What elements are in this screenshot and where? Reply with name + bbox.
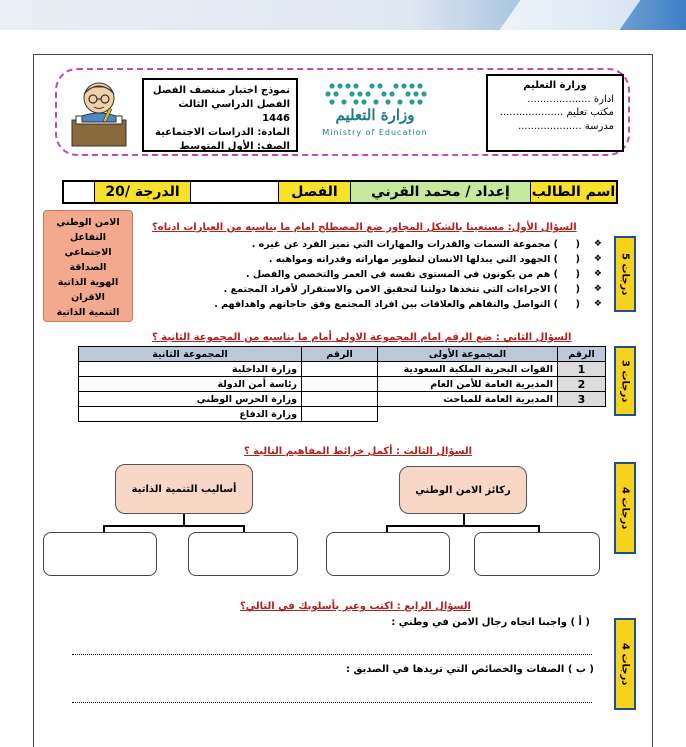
concept-answer-box[interactable] — [326, 532, 450, 576]
group2-cell: وزارة الداخلية — [79, 362, 302, 377]
answer-paren: ( — [575, 299, 580, 310]
question-4-title: السؤال الرابع : اكتب وعبر بأسلوبك في التالي؟ — [240, 601, 471, 612]
exam-info-box — [142, 78, 298, 152]
group1-cell: المديرية العامة للأمن العام — [378, 377, 558, 392]
question-1-title: السؤال الأول: مستعينا بالشكل المجاور ضع المصطلح امام ما يناسبه من العبارات ادناه؟ — [152, 222, 577, 233]
grade-label: الدرجة /20 — [94, 182, 190, 202]
col-header-group2: المجموعة الثانية — [79, 347, 302, 362]
logo-arabic-text: وزارة التعليم — [335, 106, 415, 124]
answer-cell[interactable] — [302, 407, 378, 422]
bullet-icon: ❖ — [593, 254, 602, 264]
student-illustration-icon — [66, 76, 132, 150]
bullet-icon: ❖ — [593, 284, 602, 294]
class-field[interactable] — [190, 182, 278, 202]
statement-text: ) هم من يكونون في المستوى نفسه في العمر والتخصص والفصل . — [245, 269, 558, 280]
group1-cell: المديرية العامة للمباحث — [378, 392, 558, 407]
table-row — [79, 407, 606, 422]
question-2-title: السؤال الثاني : ضع الرقم امام المجموعة الاولى أمام ما يناسبه من المجموعة الثانية ؟ — [152, 332, 572, 343]
table-row — [79, 392, 606, 407]
table-row — [79, 362, 606, 377]
question-4-marks — [614, 618, 636, 710]
bullet-icon: ❖ — [593, 269, 602, 279]
exam-line: الصف: الأول المتوسط — [179, 141, 290, 152]
question-4a-text: ( أ ) واجبنا اتجاه رجال الامن في وطني : — [391, 617, 590, 628]
word-bank — [43, 210, 133, 322]
list-item[interactable] — [140, 297, 602, 312]
answer-cell[interactable] — [302, 392, 378, 407]
answer-cell[interactable] — [302, 377, 378, 392]
student-info-row — [62, 180, 618, 204]
exam-line: نموذج اختبار منتصف الفصل — [152, 85, 290, 96]
group1-cell — [378, 407, 558, 422]
connector — [386, 525, 539, 527]
matching-table — [78, 346, 606, 422]
row-number — [558, 407, 606, 422]
row-number: 3 — [558, 392, 606, 407]
statement-text: ) مجموعة السمات والقدرات والمهارات التي تميز الفرد عن غيره . — [251, 239, 558, 250]
bullet-icon: ❖ — [593, 299, 602, 309]
ministry-line: وزارة التعليم — [523, 80, 587, 91]
answer-paren: ( — [575, 269, 580, 280]
question-3-title: السؤال الثالث : أكمل خرائط المفاهيم التالية ؟ — [244, 446, 473, 457]
marks-label: 5 درجات — [619, 252, 631, 296]
table-header-row — [79, 347, 606, 362]
table-row — [79, 377, 606, 392]
top-banner — [0, 0, 686, 30]
question-1-list — [140, 237, 602, 312]
answer-paren: ( — [575, 284, 580, 295]
marks-label: 3 درجات — [619, 359, 631, 403]
col-header-num: الرقم — [558, 347, 606, 362]
group1-cell: القوات البحرية الملكية السعودية — [378, 362, 558, 377]
word-bank-item: الامن الوطني — [56, 217, 120, 228]
ministry-info-box — [486, 74, 624, 152]
concept-answer-box[interactable] — [43, 532, 157, 576]
answer-cell[interactable] — [302, 362, 378, 377]
col-header-group1: المجموعة الأولى — [378, 347, 558, 362]
word-bank-item: الاقران — [71, 292, 105, 303]
list-item[interactable] — [140, 252, 602, 267]
group2-cell: وزارة الحرس الوطني — [79, 392, 302, 407]
logo-dots-icon — [322, 80, 428, 108]
concept-self-development: أساليب التنمية الذاتية — [115, 464, 253, 514]
ministry-line: مدرسة .................... — [518, 120, 614, 132]
word-bank-item: الهوية الذاتية — [57, 277, 119, 288]
bullet-icon: ❖ — [593, 239, 602, 249]
statement-text: ) الاجراءات التي تتخذها دولتنا لتحقيق الامن والاستقرار لأفراد المجتمع . — [223, 284, 558, 295]
answer-paren: ( — [575, 239, 580, 250]
class-label: الفصل — [278, 182, 350, 202]
concept-national-security: ركائز الامن الوطني — [399, 466, 527, 514]
marks-label: 4 درجات — [619, 642, 631, 686]
row-number: 2 — [558, 377, 606, 392]
concept-answer-box[interactable] — [188, 532, 298, 576]
prepared-by-label: إعداد / محمد القرني — [350, 182, 530, 202]
concept-answer-box[interactable] — [474, 532, 600, 576]
col-header-num2: الرقم — [302, 347, 378, 362]
ministry-line: مكتب تعليم .................... — [499, 107, 614, 118]
question-2-marks — [614, 346, 636, 416]
list-item[interactable] — [140, 267, 602, 282]
grade-field[interactable] — [64, 182, 94, 202]
ministry-line: ادارة .................... — [527, 93, 614, 105]
list-item[interactable] — [140, 237, 602, 252]
ministry-logo — [306, 76, 444, 148]
word-bank-item: الصداقة — [69, 262, 107, 273]
exam-line: المادة: الدراسات الاجتماعية — [154, 127, 290, 138]
word-bank-item: التفاعل الاجتماعي — [64, 232, 112, 258]
group2-cell: وزارة الدفاع — [79, 407, 302, 422]
answer-line[interactable] — [72, 654, 592, 655]
statement-text: ) التواصل والتفاهم والعلاقات بين افراد المجتمع وفق حاجاتهم واهدافهم . — [214, 299, 558, 310]
list-item[interactable] — [140, 282, 602, 297]
question-1-marks — [614, 236, 636, 312]
student-name-label: اسم الطالب — [531, 184, 616, 200]
question-3-marks — [614, 462, 636, 554]
connector — [103, 525, 244, 527]
marks-label: 4 درجات — [619, 486, 631, 530]
exam-line: الفصل الدراسي الثالث 1446 — [178, 99, 290, 124]
word-bank-item: التنمية الذاتية — [56, 307, 120, 318]
statement-text: ) الجهود التي يبذلها الانسان لتطوير مهاراته وقدراته ومواهبه . — [268, 254, 558, 265]
logo-english-text: Ministry of Education — [322, 128, 428, 137]
question-4b-text: ( ب ) الصفات والخصائص التي تريدها في الصديق : — [346, 664, 594, 675]
answer-paren: ( — [575, 254, 580, 265]
group2-cell: رئاسة أمن الدولة — [79, 377, 302, 392]
answer-line[interactable] — [72, 702, 592, 703]
row-number: 1 — [558, 362, 606, 377]
